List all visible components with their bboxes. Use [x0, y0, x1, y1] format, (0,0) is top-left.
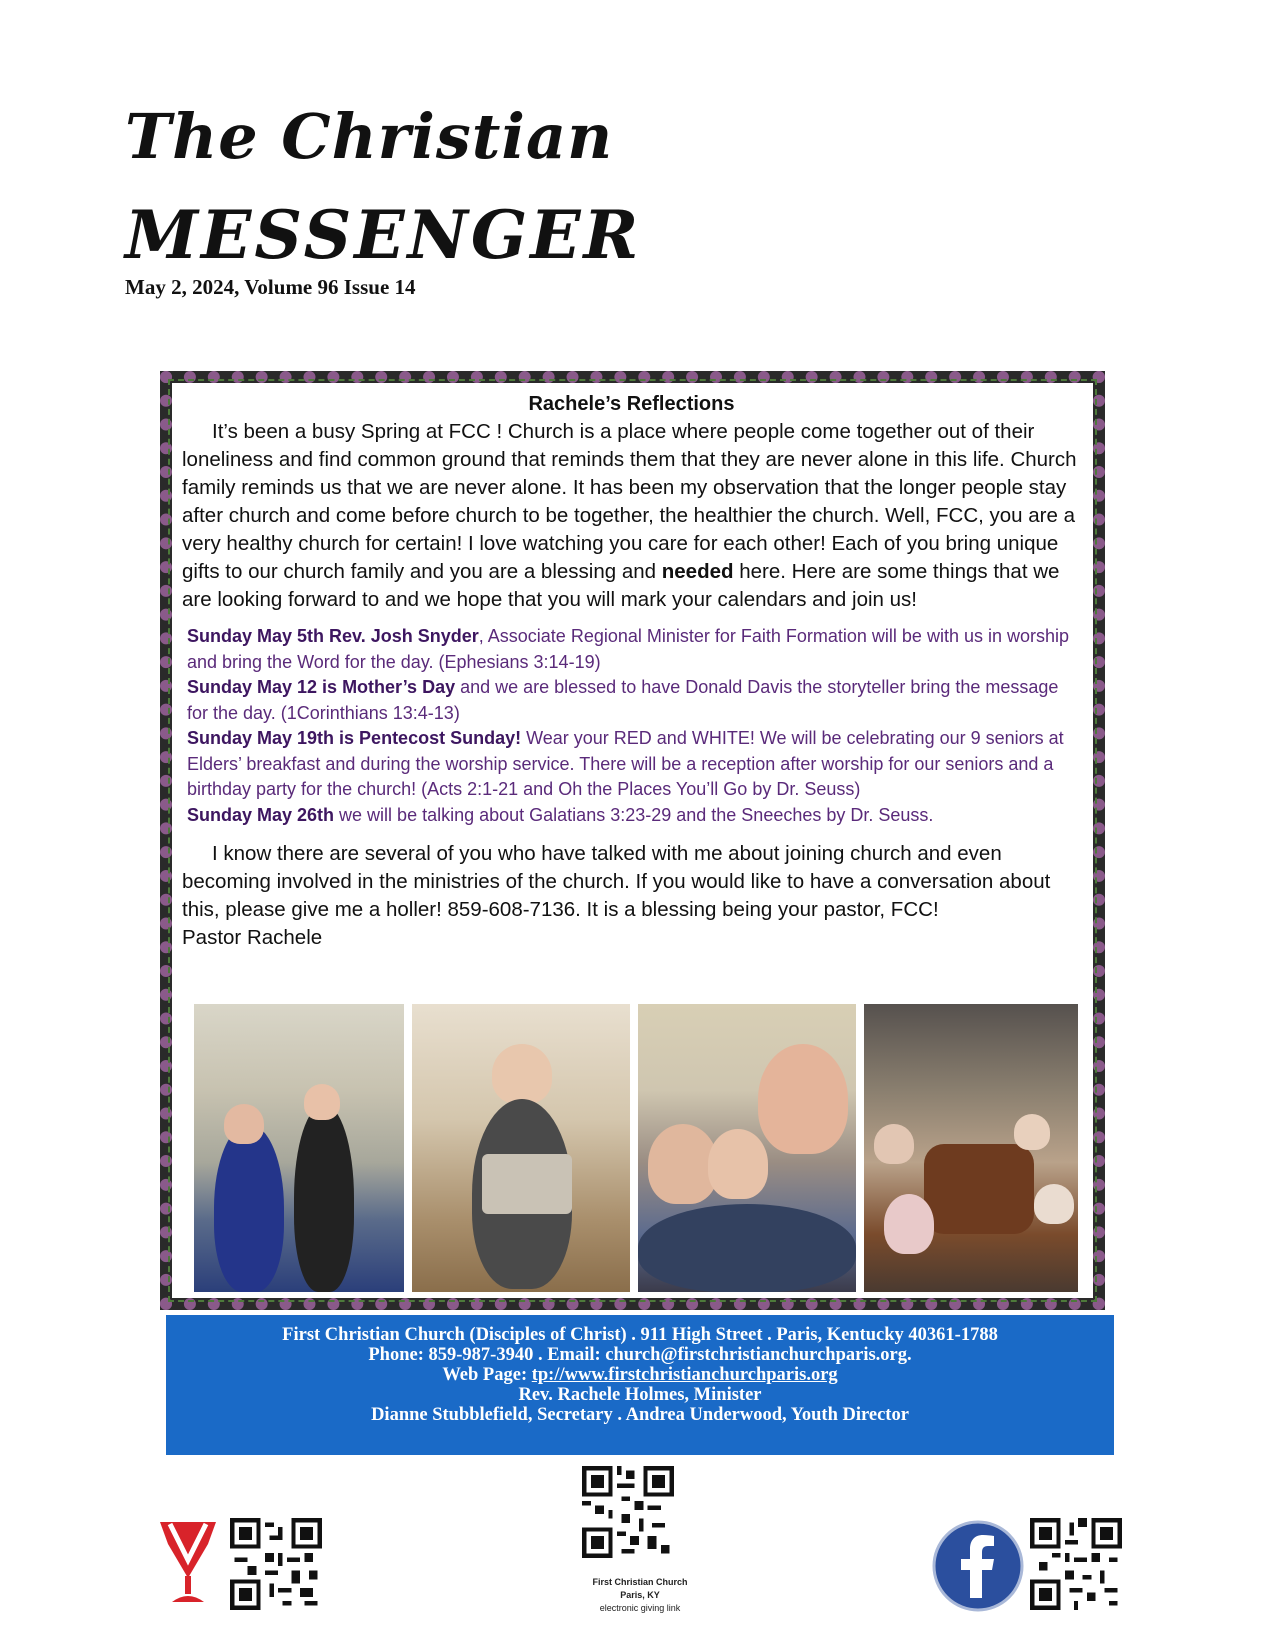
closing-text: I know there are several of you who have talked with me about joining church and even becoming involved in the ministries of the church. If you would like to have a conversation about this, please give me a holler! 859-608-7136. It is a blessing being your pastor, FCC!: [182, 842, 1051, 921]
church-phone-email: Phone: 859-987-3940 . Email: church@firstchristianchurchparis.org.: [368, 1345, 912, 1365]
qr-code-icon[interactable]: [1030, 1518, 1122, 1610]
paragraph-text-end: here. Here are some things that we are looking forward to and we hope that you will mark your calendars and join us!: [182, 560, 1060, 611]
event-item: [187, 624, 1081, 675]
reflections-box: [160, 371, 1105, 1310]
paragraph-text: It’s been a busy Spring at FCC ! Church is a place where people come together out of their loneliness and find common ground that reminds them that they are never alone in this life. Church family reminds us that we are never alone. It has been my observation that the longer people stay after church and come before church to be together, the healthier the church. Well, FCC, you are a very healthy church for certain! I love watching you care for each other! Each of you bring unique gifts to our church family and you are a blessing and: [182, 420, 1077, 583]
web-label: Web Page:: [442, 1365, 532, 1385]
photo-selfie-meeting-room: [194, 1004, 404, 1292]
paragraph-bold-word: needed: [661, 560, 734, 583]
event-item: [187, 675, 1081, 726]
photo-strip: [194, 1004, 1094, 1292]
event-item: [187, 803, 1081, 829]
electronic-giving-caption: [570, 1576, 710, 1615]
minister-line: Rev. Rachele Holmes, Minister: [518, 1385, 762, 1405]
photo-woman-with-gift: [412, 1004, 630, 1292]
pastor-signature: Pastor Rachele: [182, 926, 323, 949]
event-date: Sunday May 19th is Pentecost Sunday!: [187, 728, 522, 748]
event-date: Sunday May 12 is Mother’s Day: [187, 677, 456, 697]
issue-date-volume: May 2, 2024, Volume 96 Issue 14: [125, 275, 416, 299]
reflections-paragraph: [182, 418, 1081, 614]
photo-selfie-group: [638, 1004, 856, 1292]
web-link[interactable]: tp://www.firstchristianchurchparis.org: [531, 1365, 838, 1385]
event-date: Sunday May 26th: [187, 804, 335, 825]
giving-church-name: First Christian Church: [592, 1577, 688, 1587]
staff-line: Dianne Stubblefield, Secretary . Andrea Underwood, Youth Director: [371, 1405, 909, 1425]
events-list: [182, 624, 1081, 828]
event-description: we will be talking about Galatians 3:23-29 and the Sneeches by Dr. Seuss.: [334, 804, 934, 825]
newsletter-title-line2: MESSENGER: [125, 196, 642, 274]
disciples-chalice-icon: [158, 1518, 218, 1608]
reflections-heading: Rachele’s Reflections: [528, 393, 735, 415]
qr-code-icon[interactable]: [582, 1466, 674, 1558]
event-description: Wear your RED and WHITE! We will be celebrating our 9 seniors at Elders’ breakfast and during the worship service. There will be a reception after worship for our seniors and a birthday party for the church! (Acts 2:1-21 and Oh the Places You’ll Go by Dr. Seuss): [187, 728, 1064, 799]
event-date: Sunday May 5th Rev. Josh Snyder: [187, 626, 479, 646]
giving-link-label: electronic giving link: [599, 1603, 681, 1613]
church-contact-band: [166, 1315, 1114, 1455]
church-web-page: [166, 1365, 1114, 1385]
event-item: [187, 726, 1081, 803]
event-description: , Associate Regional Minister for Faith Formation will be with us in worship and bring the Word for the day. (Ephesians 3:14-19): [187, 626, 1070, 672]
church-address: First Christian Church (Disciples of Christ) . 911 High Street . Paris, Kentucky 40361-1788: [282, 1325, 998, 1345]
closing-paragraph: [182, 840, 1081, 952]
newsletter-title-line1: The Christian: [125, 100, 614, 173]
facebook-icon[interactable]: [932, 1520, 1024, 1612]
event-description: and we are blessed to have Donald Davis the storyteller bring the message for the day. (1Corinthians 13:4-13): [187, 677, 1059, 723]
giving-location: Paris, KY: [620, 1590, 660, 1600]
qr-code-icon[interactable]: [230, 1518, 322, 1610]
photo-restaurant-table: [864, 1004, 1078, 1292]
